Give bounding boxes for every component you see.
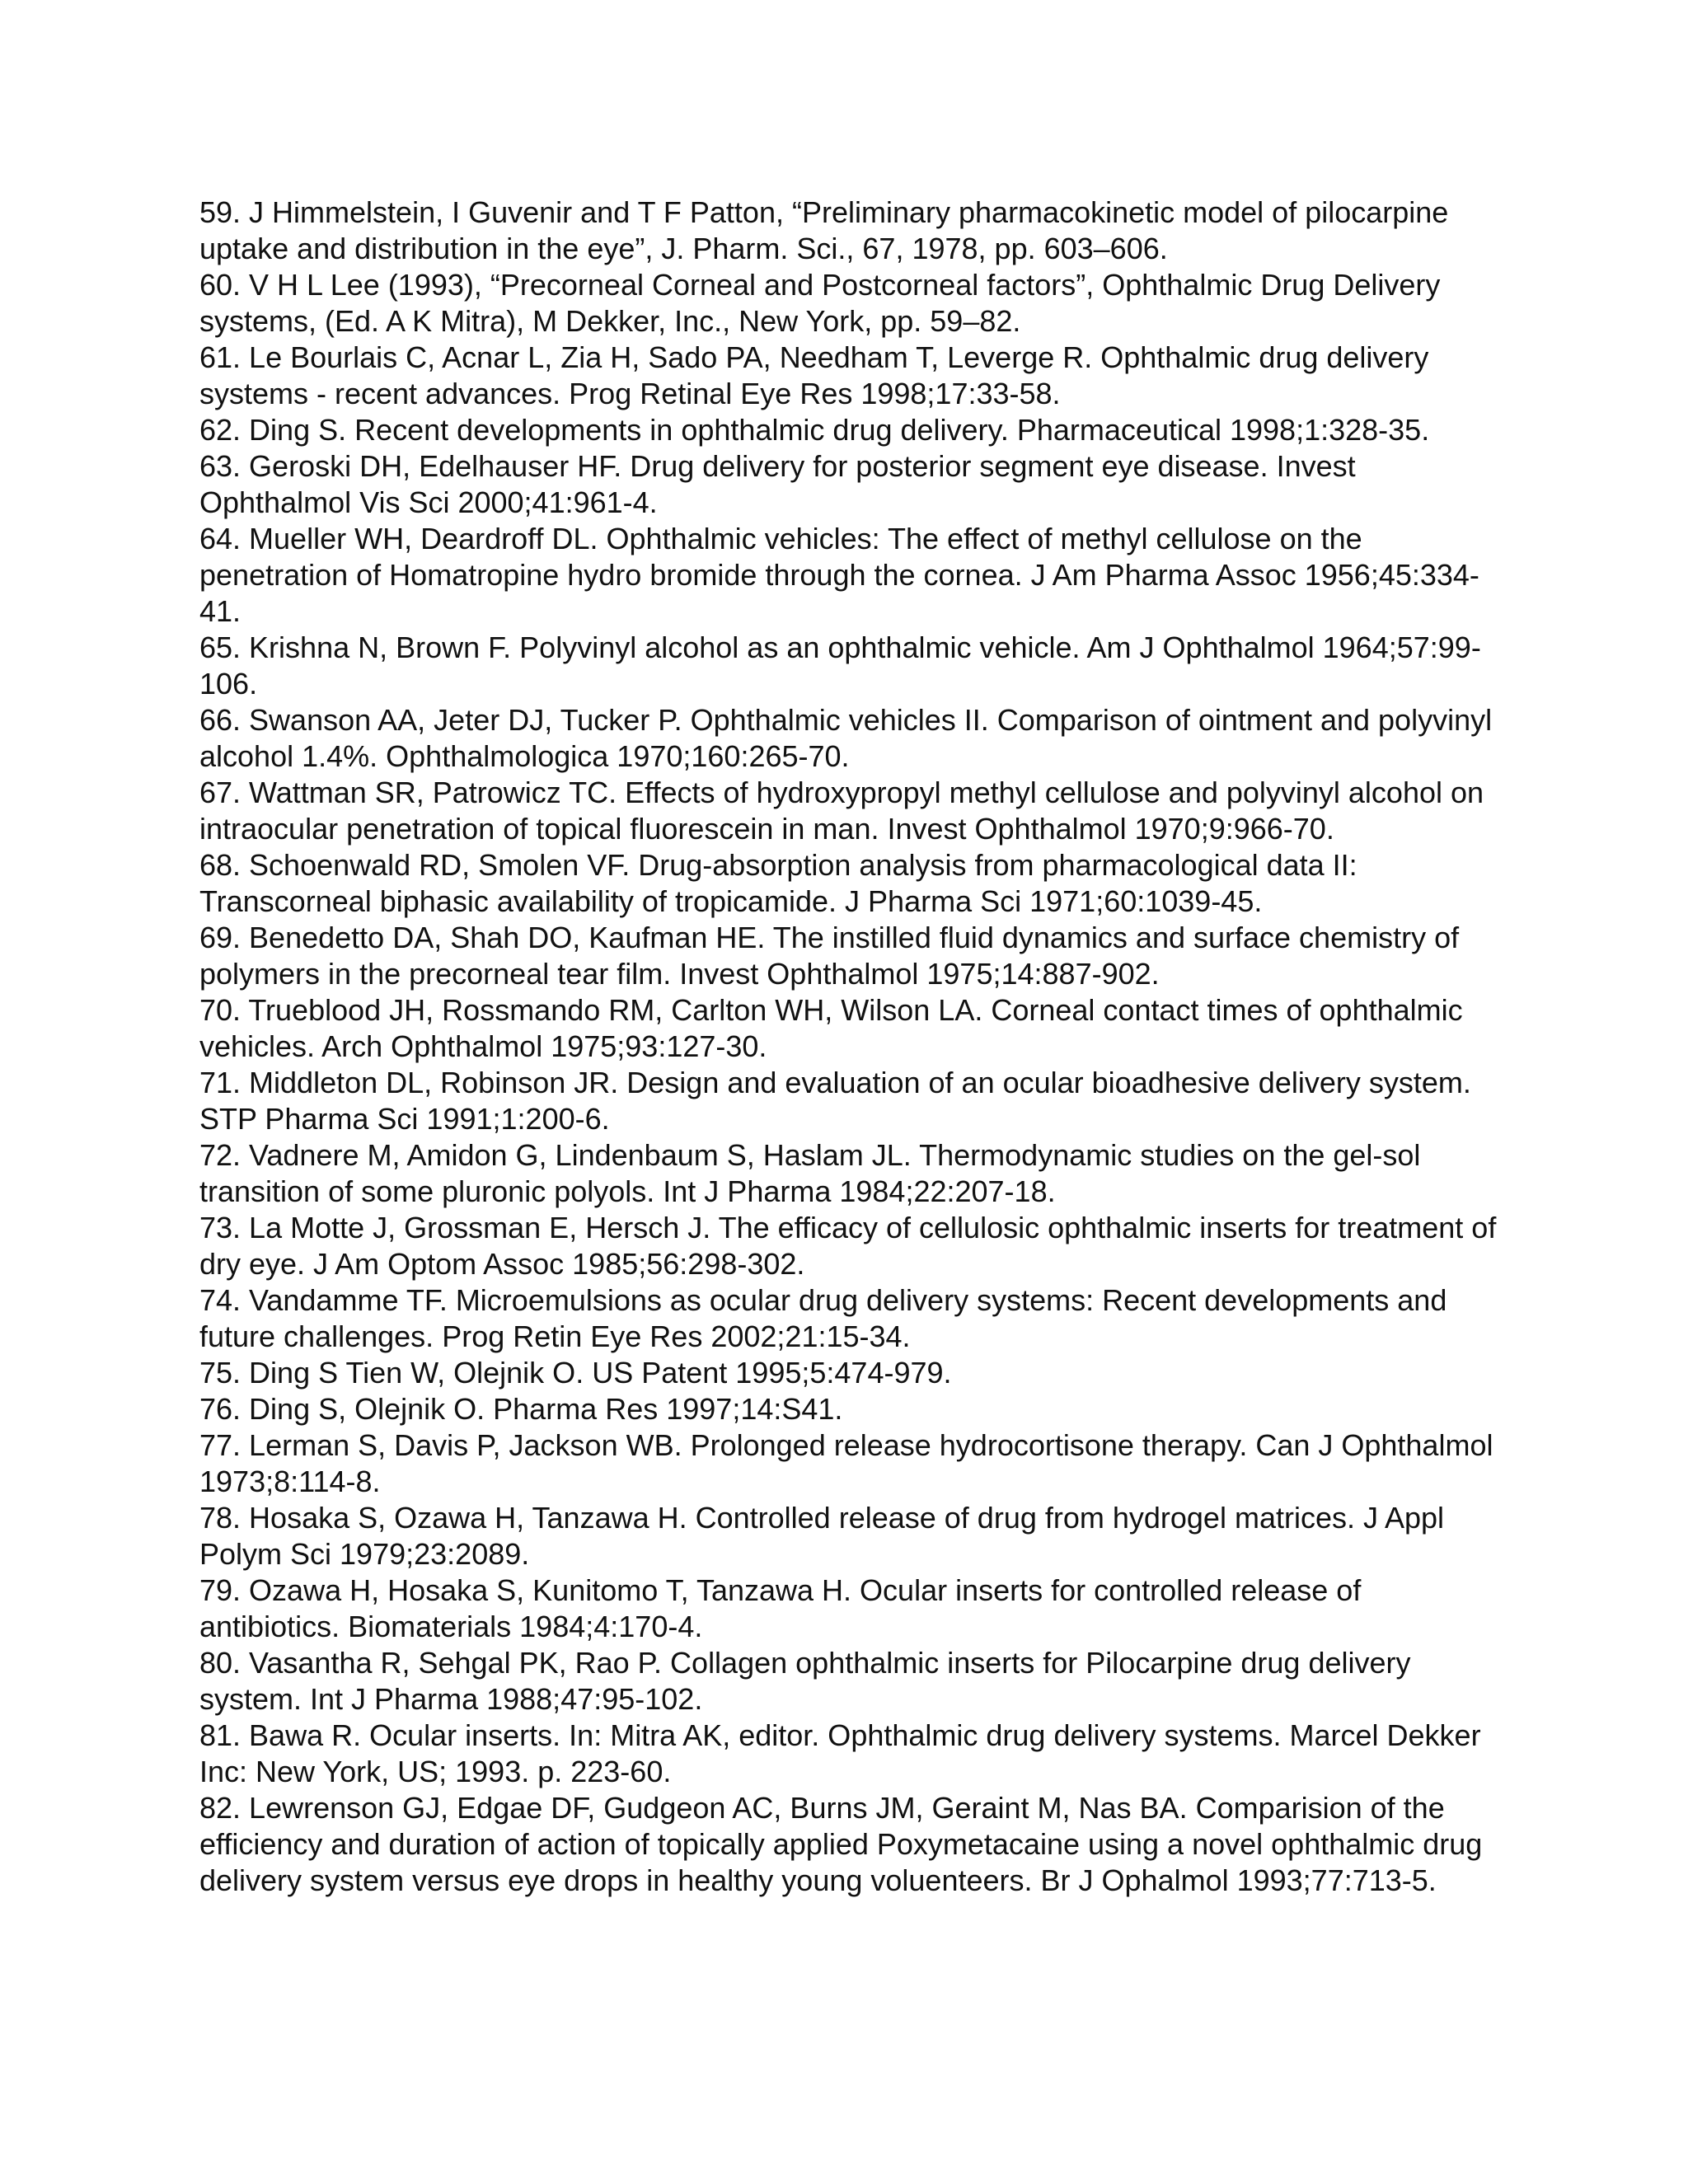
reference-72: 72. Vadnere M, Amidon G, Lindenbaum S, Haslam JL. Thermodynamic studies on the gel-sol transition of some pluronic polyols. Int J Pharma 1984;22:207-18. <box>199 1138 1421 1208</box>
reference-61: 61. Le Bourlais C, Acnar L, Zia H, Sado PA, Needham T, Leverge R. Ophthalmic drug delivery systems - recent advances. Prog Retinal Eye Res 1998;17:33-58. <box>199 340 1429 410</box>
reference-68: 68. Schoenwald RD, Smolen VF. Drug-absorption analysis from pharmacological data II: Transcorneal biphasic availability of tropicamide. J Pharma Sci 1971;60:1039-45. <box>199 848 1357 918</box>
reference-67: 67. Wattman SR, Patrowicz TC. Effects of hydroxypropyl methyl cellulose and polyvinyl alcohol on intraocular penetration of topical fluorescein in man. Invest Ophthalmol 1970;9:966-70. <box>199 776 1484 846</box>
reference-79: 79. Ozawa H, Hosaka S, Kunitomo T, Tanzawa H. Ocular inserts for controlled release of antibiotics. Biomaterials 1984;4:170-4. <box>199 1573 1362 1643</box>
reference-73: 73. La Motte J, Grossman E, Hersch J. The efficacy of cellulosic ophthalmic inserts for treatment of dry eye. J Am Optom Assoc 1985;56:298-302. <box>199 1211 1497 1281</box>
reference-65: 65. Krishna N, Brown F. Polyvinyl alcohol as an ophthalmic vehicle. Am J Ophthalmol 1964;57:99-106. <box>199 630 1481 701</box>
reference-76: 76. Ding S, Olejnik O. Pharma Res 1997;14:S41. <box>199 1392 843 1426</box>
reference-78: 78. Hosaka S, Ozawa H, Tanzawa H. Controlled release of drug from hydrogel matrices. J Appl Polym Sci 1979;23:2089. <box>199 1501 1445 1571</box>
reference-63: 63. Geroski DH, Edelhauser HF. Drug delivery for posterior segment eye disease. Invest Ophthalmol Vis Sci 2000;41:961-4. <box>199 449 1356 519</box>
reference-64: 64. Mueller WH, Deardroff DL. Ophthalmic vehicles: The effect of methyl cellulose on the penetration of Homatropine hydro bromide through the cornea. J Am Pharma Assoc 1956;45:334-41. <box>199 522 1479 628</box>
reference-74: 74. Vandamme TF. Microemulsions as ocular drug delivery systems: Recent developments and future challenges. Prog Retin Eye Res 2002;21:15-34. <box>199 1283 1447 1353</box>
reference-77: 77. Lerman S, Davis P, Jackson WB. Prolonged release hydrocortisone therapy. Can J Ophthalmol 1973;8:114-8. <box>199 1428 1493 1498</box>
reference-71: 71. Middleton DL, Robinson JR. Design and evaluation of an ocular bioadhesive delivery system. STP Pharma Sci 1991;1:200-6. <box>199 1066 1471 1136</box>
reference-60: 60. V H L Lee (1993), “Precorneal Corneal and Postcorneal factors”, Ophthalmic Drug Delivery systems, (Ed. A K Mitra), M Dekker, Inc., New York, pp. 59–82. <box>199 268 1441 338</box>
reference-75: 75. Ding S Tien W, Olejnik O. US Patent 1995;5:474-979. <box>199 1356 952 1390</box>
reference-list <box>199 194 1502 1899</box>
reference-69: 69. Benedetto DA, Shah DO, Kaufman HE. The instilled fluid dynamics and surface chemistry of polymers in the precorneal tear film. Invest Ophthalmol 1975;14:887-902. <box>199 921 1460 991</box>
reference-80: 80. Vasantha R, Sehgal PK, Rao P. Collagen ophthalmic inserts for Pilocarpine drug delivery system. Int J Pharma 1988;47:95-102. <box>199 1646 1411 1716</box>
reference-59: 59. J Himmelstein, I Guvenir and T F Patton, “Preliminary pharmacokinetic model of pilocarpine uptake and distribution in the eye”, J. Pharm. Sci., 67, 1978, pp. 603–606. <box>199 195 1449 265</box>
reference-62: 62. Ding S. Recent developments in ophthalmic drug delivery. Pharmaceutical 1998;1:328-35. <box>199 413 1430 447</box>
reference-81: 81. Bawa R. Ocular inserts. In: Mitra AK, editor. Ophthalmic drug delivery systems. Marcel Dekker Inc: New York, US; 1993. p. 223-60. <box>199 1718 1481 1788</box>
reference-82: 82. Lewrenson GJ, Edgae DF, Gudgeon AC, Burns JM, Geraint M, Nas BA. Comparision of the efficiency and duration of action of topically applied Poxymetacaine using a novel ophthalmic drug delivery system versus eye drops in healthy young voluenteers. Br J Ophalmol 1993;77:713-5. <box>199 1791 1483 1897</box>
reference-70: 70. Trueblood JH, Rossmando RM, Carlton WH, Wilson LA. Corneal contact times of ophthalmic vehicles. Arch Ophthalmol 1975;93:127-30. <box>199 993 1463 1063</box>
reference-66: 66. Swanson AA, Jeter DJ, Tucker P. Ophthalmic vehicles II. Comparison of ointment and polyvinyl alcohol 1.4%. Ophthalmologica 1970;160:265-70. <box>199 703 1493 773</box>
